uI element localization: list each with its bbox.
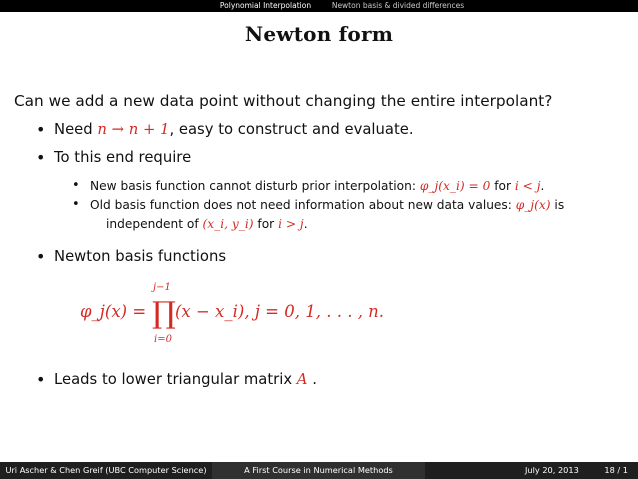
math-inline: n → n + 1 — [97, 121, 170, 138]
math-inline: φ_j(x_i) = 0 — [419, 179, 491, 193]
bullet-text: , easy to construct and evaluate. — [169, 121, 414, 138]
product-symbol: ∏ — [152, 296, 176, 331]
sub-bullet-text: . — [540, 179, 545, 193]
page-number: 18 / 1 — [604, 465, 628, 475]
sub-bullet-old-basis-cont — [106, 217, 308, 231]
footer-bar — [0, 462, 638, 479]
sub-bullet-dot: • — [72, 197, 80, 212]
slide-title: Newton form — [244, 22, 394, 46]
bullet-text: . — [307, 371, 317, 388]
sub-bullet-text: independent of — [106, 217, 203, 231]
sub-bullet-old-basis — [90, 198, 564, 212]
bullet-newton-basis: Newton basis functions — [54, 248, 227, 265]
formula-rhs: (x − x_i), j = 0, 1, . . . , n. — [175, 302, 385, 321]
bullet-dot: • — [36, 370, 46, 389]
bullet-require: To this end require — [54, 149, 192, 166]
section-sub[interactable]: Newton basis & divided differences — [331, 1, 465, 10]
product-upper-limit: j−1 — [153, 282, 171, 293]
bullet-triangular — [54, 371, 317, 388]
newton-basis-formula — [80, 282, 410, 348]
sub-bullet-text: New basis function cannot disturb prior interpolation: — [90, 179, 420, 193]
sub-bullet-text: is — [550, 198, 565, 212]
math-inline: φ_j(x) — [515, 198, 551, 212]
top-navigation-bar — [0, 0, 638, 12]
sub-bullet-text: for — [253, 217, 279, 231]
sub-bullet-new-basis — [90, 179, 544, 193]
footer-authors: Uri Ascher & Chen Greif (UBC Computer Science) — [0, 462, 212, 479]
product-lower-limit: i=0 — [154, 334, 172, 345]
sub-bullet-text: . — [303, 217, 308, 231]
bullet-text: Need — [54, 121, 98, 138]
bullet-dot: • — [36, 247, 46, 266]
formula-lhs: φ_j(x) = — [80, 302, 147, 321]
math-inline: A — [296, 371, 308, 388]
footer-meta — [425, 462, 638, 479]
sub-bullet-text: Old basis function does not need information about new data values: — [90, 198, 516, 212]
bullet-dot: • — [36, 148, 46, 167]
sub-bullet-text: for — [490, 179, 515, 193]
section-current[interactable]: Polynomial Interpolation — [219, 1, 312, 10]
bullet-dot: • — [36, 120, 46, 139]
math-inline: (x_i, y_i) — [202, 217, 254, 231]
footer-date: July 20, 2013 — [525, 465, 579, 475]
math-inline: i > j — [278, 217, 304, 231]
question-text: Can we add a new data point without changing the entire interpolant? — [14, 92, 553, 110]
sub-bullet-dot: • — [72, 178, 80, 193]
footer-book-title: A First Course in Numerical Methods — [212, 462, 425, 479]
bullet-need — [54, 121, 414, 138]
bullet-text: Leads to lower triangular matrix — [54, 371, 297, 388]
math-inline: i < j — [514, 179, 541, 193]
